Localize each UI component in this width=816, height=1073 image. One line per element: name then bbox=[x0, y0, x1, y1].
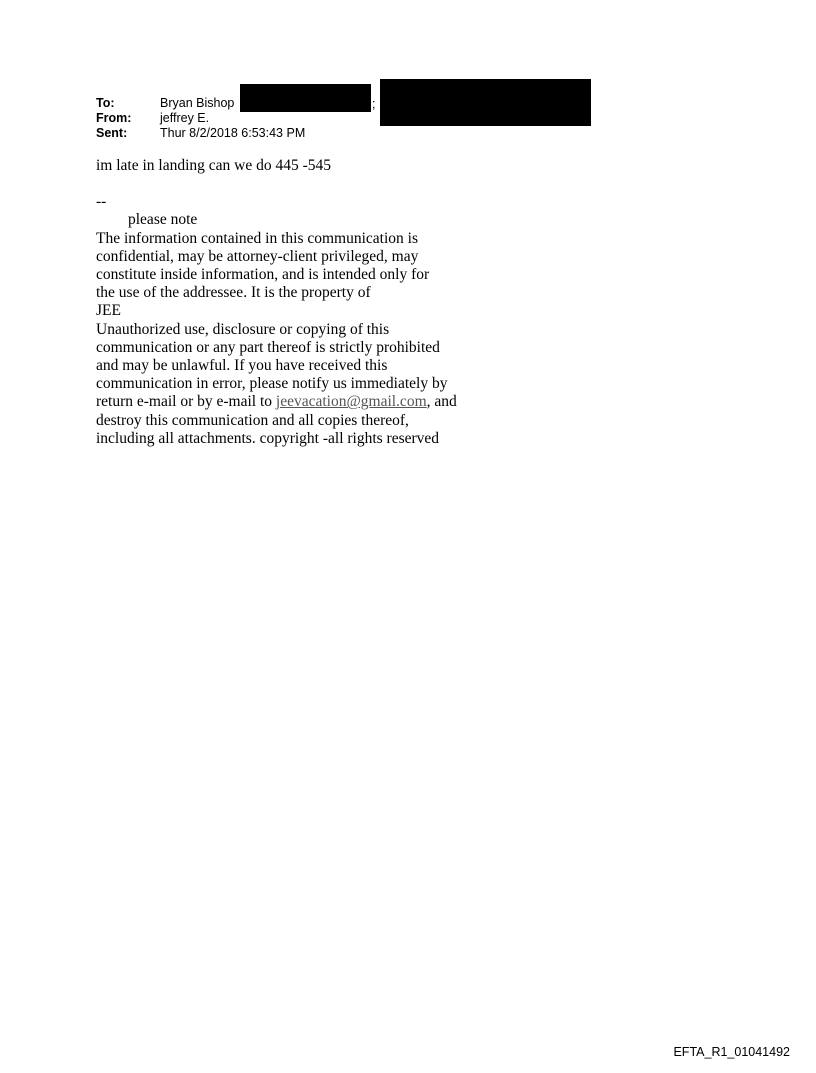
email-line-prefix: return e-mail or by e-mail to bbox=[96, 393, 276, 411]
redaction-box-recipients-extra bbox=[380, 79, 591, 126]
disclaimer-line: destroy this communication and all copies thereof, bbox=[96, 411, 409, 429]
disclaimer-line: communication or any part thereof is strictly prohibited bbox=[96, 338, 440, 356]
please-note-heading: please note bbox=[128, 211, 198, 229]
disclaimer-line: Unauthorized use, disclosure or copying of this bbox=[96, 320, 390, 338]
disclaimer-line: communication in error, please notify us immediately by bbox=[96, 375, 448, 393]
email-link[interactable]: jeevacation@gmail.com bbox=[275, 393, 427, 411]
from-value: jeffrey E. bbox=[160, 111, 210, 125]
redaction-box-recipient bbox=[240, 84, 371, 112]
from-label: From: bbox=[96, 111, 132, 125]
disclaimer-line: and may be unlawful. If you have received this bbox=[96, 357, 388, 375]
disclaimer-line: confidential, may be attorney-client privileged, may bbox=[96, 247, 419, 265]
recipient-separator: ; bbox=[372, 97, 376, 111]
email-line-suffix: , and bbox=[426, 393, 457, 411]
signature-separator: -- bbox=[96, 193, 107, 211]
email-body bbox=[96, 157, 496, 448]
to-label: To: bbox=[96, 96, 115, 110]
disclaimer-line: The information contained in this communication is bbox=[96, 229, 418, 247]
disclaimer-line: constitute inside information, and is intended only for bbox=[96, 266, 430, 283]
disclaimer-line: including all attachments. copyright -all rights reserved bbox=[96, 429, 440, 447]
to-value: Bryan Bishop bbox=[160, 96, 235, 110]
document-id: EFTA_R1_01041492 bbox=[673, 1045, 790, 1059]
disclaimer-line: the use of the addressee. It is the property of bbox=[96, 284, 371, 302]
sent-value: Thur 8/2/2018 6:53:43 PM bbox=[160, 126, 306, 140]
sent-label: Sent: bbox=[96, 126, 128, 140]
disclaimer-line: JEE bbox=[96, 302, 121, 320]
disclaimer-email-line bbox=[96, 393, 496, 411]
message-text: im late in landing can we do 445 -545 bbox=[96, 157, 332, 174]
disclaimer bbox=[96, 230, 496, 448]
